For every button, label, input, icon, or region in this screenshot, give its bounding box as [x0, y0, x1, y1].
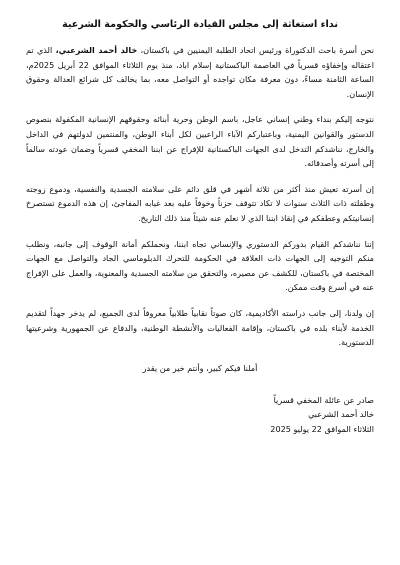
signature-issuer: صادر عن عائلة المخفي قسرياً — [273, 394, 374, 405]
paragraph-1-body: الذي تم اعتقاله وإخفاؤه قسرياً في العاصمة الباكستانية إسلام اباد، منذ يوم الثلاثاء الموافق 22 أبريل 2025م، الساعة الثامنة مساءً، دون معرفة مكان تواجده أو التواصل معه، بما يخالف كل شرائع العدالة وحقوق الإنسان. — [26, 45, 374, 99]
paragraph-1-intro: نحن أسرة باحث الدكتوراة ورئيس اتحاد الطلبة اليمنيين في باكستان، — [137, 45, 374, 55]
letter-title: نداء استغاثة إلى مجلس القيادة الرئاسي والحكومة الشرعية — [62, 19, 338, 30]
paragraph-1 — [26, 43, 374, 101]
paragraph-4: إننا نناشدكم القيام بدوركم الدستوري والإنساني تجاه ابننا، ونحملكم أمانة الوقوف إلى جانبه، ونطلب منكم التوجيه إلى الجهات ذات العلاقة في الحكومة للتحرك الدبلوماسي الجاد والتواصل مع الجهات المختصة في باكستان، للكشف عن مصيره، والتحقق من سلامته الجسدية والمعنوية، والعمل على الإفراج عنه في أسرع وقت ممكن. — [26, 238, 374, 293]
signature-name: خالد أحمد الشرعبي — [308, 409, 374, 420]
paragraph-2: نتوجه إليكم بنداء وطني إنساني عاجل، باسم الوطن وحرية أبنائه وحقوقهم الإنسانية المكفولة بنصوص الدستور والقوانين اليمنية، وباعتباركم الآباء الراعيين لكل أبناء الوطن، والمنتمين لدولتهم في الداخل والخارج، نناشدكم التدخل لدى الجهات الباكستانية للإفراج عن ابننا المخفي قسرياً وضمان عودته سالماً إلى أسرته وأصدقائه. — [26, 114, 374, 169]
paragraph-5: إن ولدنا، إلى جانب دراسته الأكاديمية، كان صوتاً نقابياً طلابياً معروفاً لدى الجميع، لم يدخر جهداً لتقديم الخدمة لأبناء بلده في باكستان، وإقامة الفعاليات والأنشطة الوطنية، والدفاع عن الجمهورية وشرعيتها الدستورية. — [26, 307, 374, 348]
signature-date: الثلاثاء الموافق 22 يوليو 2025 — [270, 423, 374, 434]
paragraph-3: إن أسرته تعيش منذ أكثر من ثلاثة أشهر في قلق دائم على سلامته الجسدية والنفسية، ودموع زوجته وطفلته ذات الثلاث سنوات لا تكاد تتوقف حزناً وخوفاً عليه بعد غيابه المفاجئ، إن هذه الدموع تستصرخ إنسانيتكم وعطفكم في إنقاذ ابننا الذي لا نعلم عنه شيئاً منذ ذلك التاريخ. — [26, 183, 374, 223]
closing-line: أملنا فيكم كبير، وأنتم خير من يقدر — [142, 362, 258, 373]
signature-block — [26, 393, 374, 437]
detainee-name: خالد أحمد الشرعبي، — [55, 45, 138, 55]
